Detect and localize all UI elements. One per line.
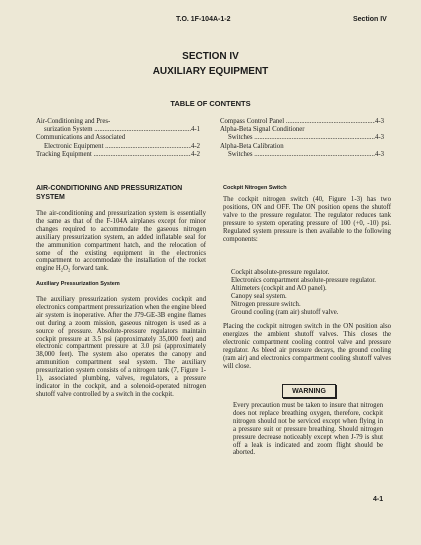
section-title: SECTION IV — [182, 51, 239, 62]
toc-entry-label: Electronic Equipment ..... — [44, 143, 191, 151]
paragraph-air-conditioning: The air-conditioning and pressurization system is essentially the same as that of the F-104A airplanes except for minor changes required to accommodate the gaseous nitrogen auxiliary pressurization system, an added inflatable seal for the ammunition compartment hatch, and the relocation of some of the existing equipment in the electronics compartment to accommodate the installation of the rocket engine H₂O₂ forward tank. — [36, 210, 206, 273]
toc-entry-page: 4-3 — [374, 150, 384, 158]
toc-entry-line: Communications and Associated — [36, 134, 126, 142]
paragraph-switch-on-effects: Placing the cockpit nitrogen switch in the ON position also energizes the ambient shutoff valves. This closes the electronic compartment cooling control valve and pressure regulator. As bleed air pressure decays, the ground cooling (ram air) and electronics compartment cooling shutoff valves will close. — [223, 323, 391, 370]
toc-entry[interactable] — [36, 118, 200, 134]
list-item: Electronics compartment absolute-pressure regulator. — [231, 276, 376, 284]
component-list — [223, 269, 391, 316]
toc-entry[interactable] — [220, 143, 384, 159]
heading-air-conditioning: AIR-CONDITIONING AND PRESSURIZATION SYSTEM — [36, 185, 183, 201]
toc-entry-label: surization System ..... — [44, 126, 191, 134]
toc-entry-label: Compass Control Panel ..... — [220, 118, 375, 126]
list-item: Ground cooling (ram air) shutoff valve. — [231, 308, 339, 316]
toc-entry-page: 4-3 — [374, 134, 384, 142]
toc-right-column — [220, 118, 384, 159]
toc-entry[interactable] — [220, 118, 384, 126]
list-item: Nitrogen pressure switch. — [231, 300, 301, 308]
toc-entry[interactable] — [36, 134, 200, 150]
toc-entry-page: 4-1 — [190, 126, 200, 134]
toc-entry-page: 4-3 — [374, 118, 384, 125]
toc-title: TABLE OF CONTENTS — [170, 99, 251, 108]
list-item: Cockpit absolute-pressure regulator. — [231, 269, 330, 276]
paragraph-auxiliary-pressurization: The auxiliary pressurization system provides cockpit and electronics compartment pressurization when the engine bleed air system is inoperative. After the J79-GE-3B engine flames out during a zoom mission, gaseous nitrogen is used as a source of pressure. Absolute-pressure regulators maintain cockpit pressure at 3.5 psi (approximately 35,000 feet) and electronic compartment pressure at 3.0 psi (approximately 38,000 feet). The system also operates the canopy and ammunition compartment seal system. The auxiliary pressurization system consists of a nitrogen tank (7, Figure 1-1), associated plumbing, valves, regulators, a pressure indicator in the cockpit, and a solenoid-operated nitrogen shutoff valve controlled by a switch in the cockpit. — [36, 296, 206, 398]
header-tech-order: T.O. 1F-104A-1-2 — [176, 16, 231, 23]
toc-entry[interactable] — [220, 126, 384, 142]
toc-entry-page: 4-2 — [190, 142, 200, 150]
header-section: Section IV — [353, 16, 387, 23]
warning-label: WARNING — [282, 384, 336, 398]
page-number: 4-1 — [373, 496, 384, 503]
list-item: Canopy seal system. — [231, 292, 287, 300]
subheading-cockpit-nitrogen-switch: Cockpit Nitrogen Switch — [223, 185, 287, 191]
toc-entry-label: Tracking Equipment ..... — [36, 151, 191, 159]
toc-entry-line: Alpha-Beta Signal Conditioner — [220, 126, 305, 134]
list-item: Altimeters (cockpit and AO panel). — [231, 284, 327, 292]
paragraph-cockpit-nitrogen-switch: The cockpit nitrogen switch (40, Figure 1-3) has two positions, ON and OFF. The ON position opens the shutoff valve to the pressure regulator. The regulator reduces tank pressure to system operating pressure of 100 (+0, -10) psi. Regulated system pressure is then available to the following components: — [223, 196, 391, 243]
toc-entry-label: Switches ..... — [228, 151, 375, 159]
toc-entry-label: Switches ..... — [228, 134, 375, 142]
section-subtitle: AUXILIARY EQUIPMENT — [152, 66, 269, 77]
toc-entry[interactable] — [36, 151, 200, 159]
subheading-auxiliary-pressurization: Auxiliary Pressurization System — [36, 281, 120, 287]
warning-text: Every precaution must be taken to insure that nitrogen does not replace breathing oxygen, therefore, cockpit nitrogen should not be serviced except when flying in a pressure suit or pressure breathing. Should nitrogen pressure decrease noticeably except when J-79 is shut off a leak is indicated and zoom flight should be aborted. — [233, 402, 383, 457]
toc-entry-line: Alpha-Beta Calibration — [220, 142, 284, 150]
toc-entry-page: 4-2 — [190, 150, 200, 158]
toc-entry-line: Air-Conditioning and Pres- — [36, 118, 111, 125]
toc-left-column — [36, 118, 200, 159]
